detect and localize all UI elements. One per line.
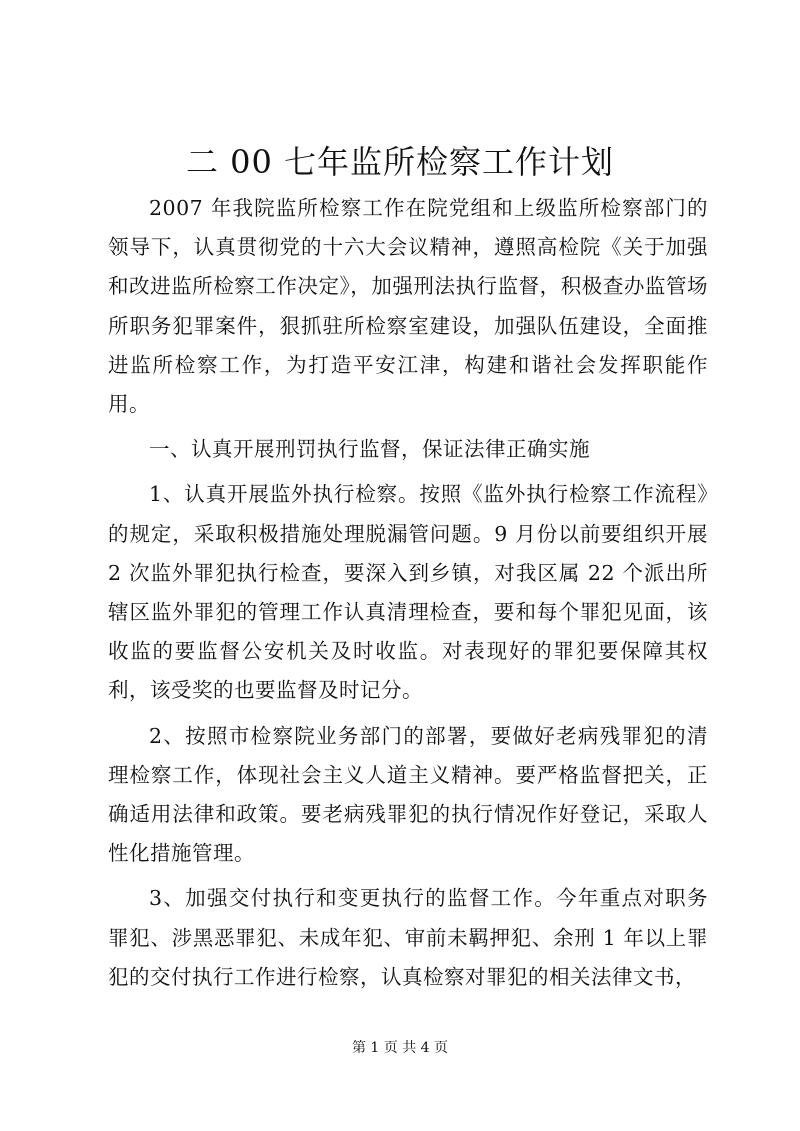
- paragraph-item-3: 3、加强交付执行和变更执行的监督工作。今年重点对职务罪犯、涉黑恶罪犯、未成年犯、审前未羁押犯、余刑 1 年以上罪犯的交付执行工作进行检察，认真检察对罪犯的相关法律文书，: [108, 886, 708, 989]
- paragraph-item-2: 2、按照市检察院业务部门的部署，要做好老病残罪犯的清理检察工作，体现社会主义人道主义精神。要严格监督把关，正确适用法律和政策。要老病残罪犯的执行情况作好登记，采取人性化措施管理。: [108, 723, 708, 866]
- section-heading-1: 一、认真开展刑罚执行监督，保证法律正确实施: [149, 437, 590, 462]
- paragraph-item-1: 1、认真开展监外执行检察。按照《监外执行检察工作流程》的规定，采取积极措施处理脱漏管问题。9 月份以前要组织开展 2 次监外罪犯执行检查，要深入到乡镇，对我区属 22 个派出所辖区监外罪犯的管理工作认真清理检查，要和每个罪犯见面，该收监的要监督公安机关及时收监。对表现好的罪犯要保障其权利，该受奖的也要监督及时记分。: [108, 482, 708, 703]
- document-title: 二 00 七年监所检察工作计划: [185, 143, 615, 181]
- document-body: [108, 189, 708, 997]
- paragraph-intro: 2007 年我院监所检察工作在院党组和上级监所检察部门的领导下，认真贯彻党的十六大会议精神，遵照高检院《关于加强和改进监所检察工作决定》，加强刑法执行监督，积极查办监管场所职务犯罪案件，狠抓驻所检察室建设，加强队伍建设，全面推进监所检察工作，为打造平安江津，构建和谐社会发挥职能作用。: [108, 196, 708, 417]
- page-number-footer: 第 1 页 共 4 页: [351, 1040, 449, 1056]
